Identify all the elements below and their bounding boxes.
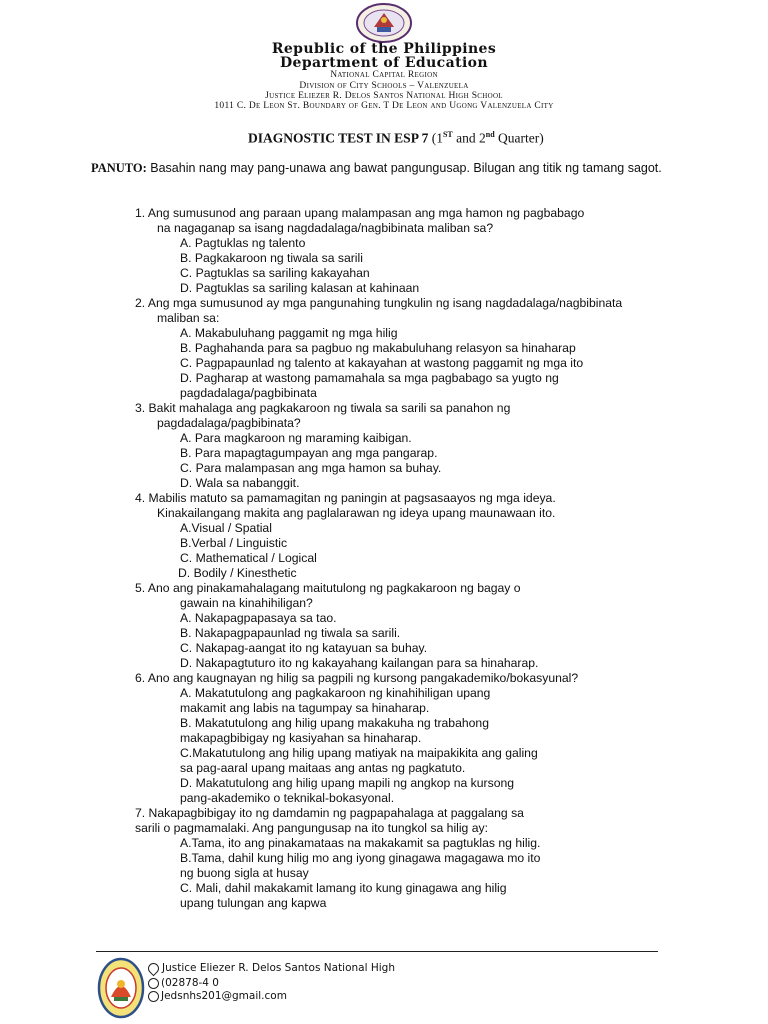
question-line: 4. Mabilis matuto sa pamamagitan ng paningin at pagsasaayos ng mga ideya. xyxy=(135,491,556,505)
answer-choice: C. Para malampasan ang mga hamon sa buhay. xyxy=(180,461,442,475)
answer-choice: C. Mathematical / Logical xyxy=(180,551,317,565)
answer-choice: A. Nakapagpapasaya sa tao. xyxy=(180,611,337,625)
answer-choice: makapagbibigay ng kasiyahan sa hinaharap. xyxy=(180,731,422,745)
answer-choice: D. Pagharap at wastong pamamahala sa mga pagbabago sa yugto ng xyxy=(180,371,559,385)
instructions xyxy=(91,161,662,176)
answer-choice: ng buong sigla at husay xyxy=(180,866,309,880)
test-title-open: (1 xyxy=(431,130,443,146)
phone-icon xyxy=(148,978,159,989)
question-line: 3. Bakit mahalaga ang pagkakaroon ng tiwala sa sarili sa panahon ng xyxy=(135,401,511,415)
question-line: Kinakailangang makita ang paglalarawan ng ideya upang maunawaan ito. xyxy=(157,506,556,520)
answer-choice: D. Bodily / Kinesthetic xyxy=(178,566,297,580)
answer-choice: A. Para magkaroon ng maraming kaibigan. xyxy=(180,431,412,445)
answer-choice: C. Pagtuklas sa sariling kakayahan xyxy=(180,266,370,280)
test-title-close: Quarter) xyxy=(494,130,544,146)
footer-divider xyxy=(96,951,658,952)
answer-choice: pagdadalaga/pagbibinata xyxy=(180,386,317,400)
question-line: maliban sa: xyxy=(157,311,220,325)
answer-choice: A.Tama, ito ang pinakamataas na makakamit sa pagtuklas ng hilig. xyxy=(180,836,541,850)
school-seal-logo xyxy=(97,957,145,1019)
footer-school xyxy=(148,962,395,974)
instructions-label: PANUTO: xyxy=(91,161,147,175)
footer-school-text: Justice Eliezer R. Delos Santos National High xyxy=(162,962,395,974)
instructions-text: Basahin nang may pang-unawa ang bawat pangungusap. Bilugan ang titik ng tamang sagot. xyxy=(146,161,662,175)
header-school: Justice Eliezer R. Delos Santos National High School xyxy=(265,91,503,101)
answer-choice: C. Pagpapaunlad ng talento at kakayahan at wastong paggamit ng mga ito xyxy=(180,356,584,370)
question-line: 7. Nakapagbibigay ito ng damdamin ng pagpapahalaga at paggalang sa xyxy=(135,806,524,820)
test-title-sup1: ST xyxy=(442,130,453,139)
answer-choice: sa pag-aaral upang maitaas ang antas ng pagkatuto. xyxy=(180,761,466,775)
answer-choice: C. Nakapag-aangat ito ng katayuan sa buhay. xyxy=(180,641,428,655)
answer-choice: D. Pagtuklas sa sariling kalasan at kahinaan xyxy=(180,281,420,295)
question-line: 1. Ang sumusunod ang paraan upang malampasan ang mga hamon ng pagbabago xyxy=(135,206,585,220)
footer-email xyxy=(148,990,287,1002)
answer-choice: C.Makatutulong ang hilig upang matiyak na maipakikita ang galing xyxy=(180,746,538,760)
answer-choice: B. Pagkakaroon ng tiwala sa sarili xyxy=(180,251,363,265)
answer-choice: D. Wala sa nabanggit. xyxy=(180,476,300,490)
header-division: Division of City Schools – Valenzuela xyxy=(299,81,469,91)
answer-choice: A. Pagtuklas ng talento xyxy=(180,236,306,250)
answer-choice: B. Paghahanda para sa pagbuo ng makabuluhang relasyon sa hinaharap xyxy=(180,341,576,355)
location-pin-icon xyxy=(146,960,162,976)
answer-choice: B. Makatutulong ang hilig upang makakuha ng trabahong xyxy=(180,716,489,730)
test-title-and: and 2 xyxy=(452,130,486,146)
answer-choice: D. Nakapagtuturo ito ng kakayahang kailangan para sa hinaharap. xyxy=(180,656,539,670)
email-icon xyxy=(148,991,159,1002)
question-line: 2. Ang mga sumusunod ay mga pangunahing tungkulin ng isang nagdadalaga/nagbibinata xyxy=(135,296,623,310)
answer-choice: D. Makatutulong ang hilig upang mapili ng angkop na kursong xyxy=(180,776,515,790)
test-title-sup2: nd xyxy=(485,130,495,139)
test-title-main: DIAGNOSTIC TEST IN ESP 7 xyxy=(248,130,429,146)
footer-email-text: Jedsnhs201@gmail.com xyxy=(161,990,287,1002)
answer-choice: pang-akademiko o teknikal-bokasyonal. xyxy=(180,791,395,805)
answer-choice: B. Nakapagpapaunlad ng tiwala sa sarili. xyxy=(180,626,401,640)
test-title xyxy=(248,130,544,147)
footer-phone-text: (02878-4 0 xyxy=(161,977,219,989)
deped-seal-logo xyxy=(355,3,413,43)
header-department: Department of Education xyxy=(280,55,488,71)
question-line: na nagaganap sa isang nagdadalaga/nagbibinata maliban sa? xyxy=(157,221,494,235)
answer-choice: A. Makatutulong ang pagkakaroon ng kinahihiligan upang xyxy=(180,686,491,700)
answer-choice: makamit ang labis na tagumpay sa hinaharap. xyxy=(180,701,430,715)
answer-choice: B. Para mapagtagumpayan ang mga pangarap. xyxy=(180,446,438,460)
question-line: 5. Ano ang pinakamahalagang maitutulong ng pagkakaroon ng bagay o xyxy=(135,581,521,595)
question-line: gawain na kinahihiligan? xyxy=(180,596,313,610)
question-line: 6. Ano ang kaugnayan ng hilig sa pagpili ng kursong pangakademiko/bokasyunal? xyxy=(135,671,579,685)
answer-choice: B.Tama, dahil kung hilig mo ang iyong ginagawa magagawa mo ito xyxy=(180,851,541,865)
header-republic: Republic of the Philippines xyxy=(271,41,497,57)
answer-choice: B.Verbal / Linguistic xyxy=(180,536,288,550)
header-address: 1011 C. De Leon St. Boundary of Gen. T De Leon and Ugong Valenzuela City xyxy=(214,101,554,111)
answer-choice: A. Makabuluhang paggamit ng mga hilig xyxy=(180,326,398,340)
question-line: sarili o pagmamalaki. Ang pangungusap na ito tungkol sa hilig ay: xyxy=(135,821,488,835)
answer-choice: A.Visual / Spatial xyxy=(180,521,272,535)
footer-phone xyxy=(148,977,219,989)
header-region: National Capital Region xyxy=(330,70,438,80)
question-line: pagdadalaga/pagbibinata? xyxy=(157,416,301,430)
answer-choice: upang tulungan ang kapwa xyxy=(180,896,327,910)
answer-choice: C. Mali, dahil makakamit lamang ito kung ginagawa ang hilig xyxy=(180,881,507,895)
